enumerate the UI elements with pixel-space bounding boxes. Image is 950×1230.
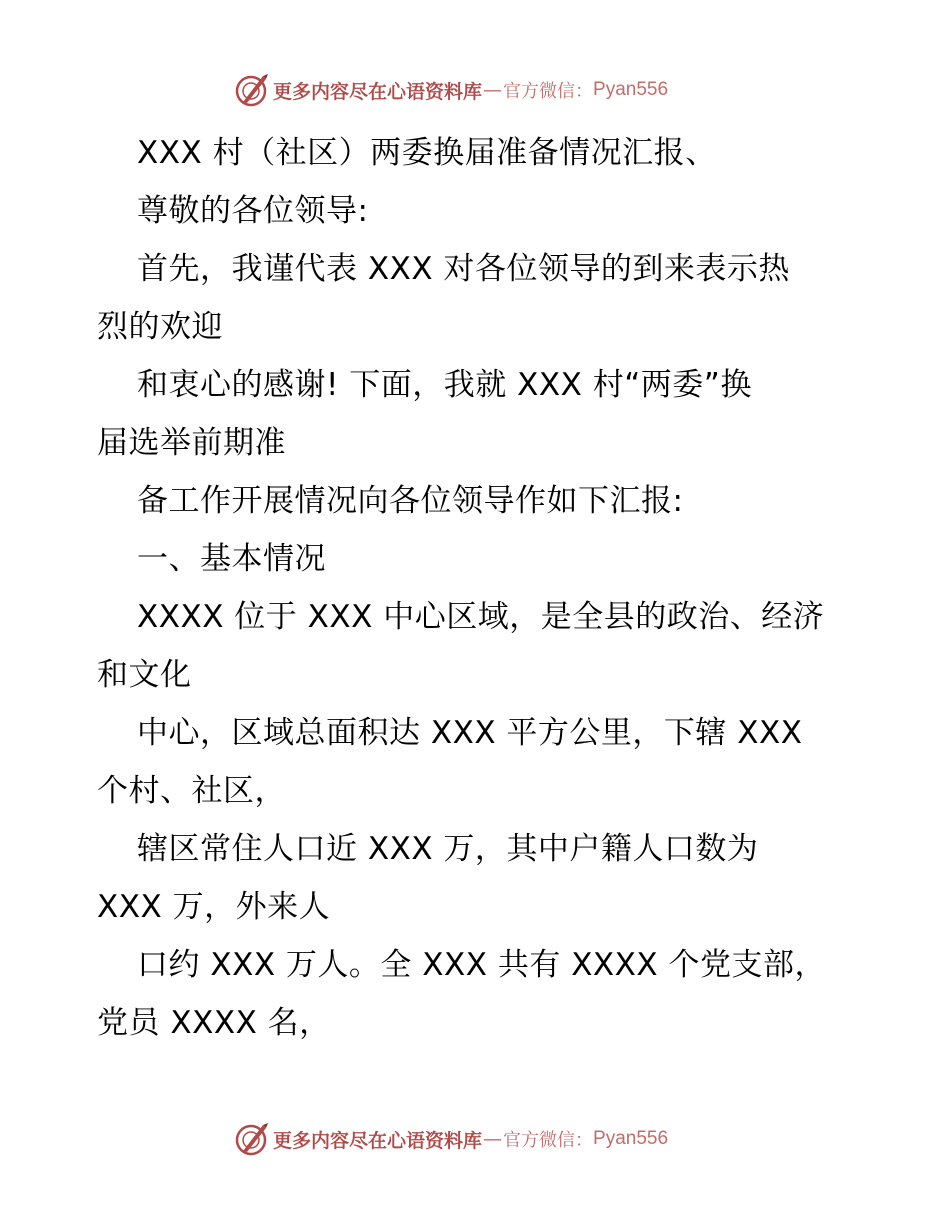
text-line: 届选举前期准	[97, 425, 286, 461]
text-line: 和文化	[97, 657, 192, 693]
watermark-dash: —	[483, 1128, 503, 1150]
watermark-main-text: 更多内容尽在心语资料库	[273, 80, 483, 103]
watermark-sub-text: 官方微信：	[503, 81, 594, 102]
watermark-footer	[233, 1119, 713, 1159]
text-line: XXX 万，外来人	[97, 889, 331, 925]
watermark-header	[233, 70, 713, 110]
text-line: 党员 XXXX 名，	[97, 1005, 331, 1041]
document-body	[97, 124, 857, 1052]
watermark-sub-text: 官方微信：	[503, 1130, 594, 1151]
watermark-wechat-id: Pyan556	[593, 79, 669, 100]
text-line: 口约 XXX 万人。全 XXX 共有 XXXX 个党支部，	[137, 947, 826, 983]
text-line: 和衷心的感谢! 下面，我就 XXX 村“两委”换	[137, 367, 752, 403]
text-line: 烈的欢迎	[97, 309, 223, 345]
text-line: 辖区常住人口近 XXX 万，其中户籍人口数为	[137, 831, 759, 867]
watermark-dash: —	[483, 79, 503, 101]
text-line: 尊敬的各位领导:	[137, 193, 369, 229]
watermark-wechat-id: Pyan556	[593, 1128, 669, 1149]
text-line: XXX 村（社区）两委换届准备情况汇报、	[137, 135, 717, 171]
text-line: 备工作开展情况向各位领导作如下汇报:	[137, 483, 684, 519]
text-line: 个村、社区，	[97, 773, 286, 809]
text-line: 中心，区域总面积达 XXX 平方公里，下辖 XXX	[137, 715, 803, 751]
text-line: 首先，我谨代表 XXX 对各位领导的到来表示热	[137, 251, 790, 287]
quill-logo-icon	[233, 72, 269, 108]
quill-logo-icon	[233, 1121, 269, 1157]
text-line: 一、基本情况	[137, 541, 326, 577]
watermark-main-text: 更多内容尽在心语资料库	[273, 1129, 483, 1152]
text-line: XXXX 位于 XXX 中心区域，是全县的政治、经济	[137, 599, 825, 635]
